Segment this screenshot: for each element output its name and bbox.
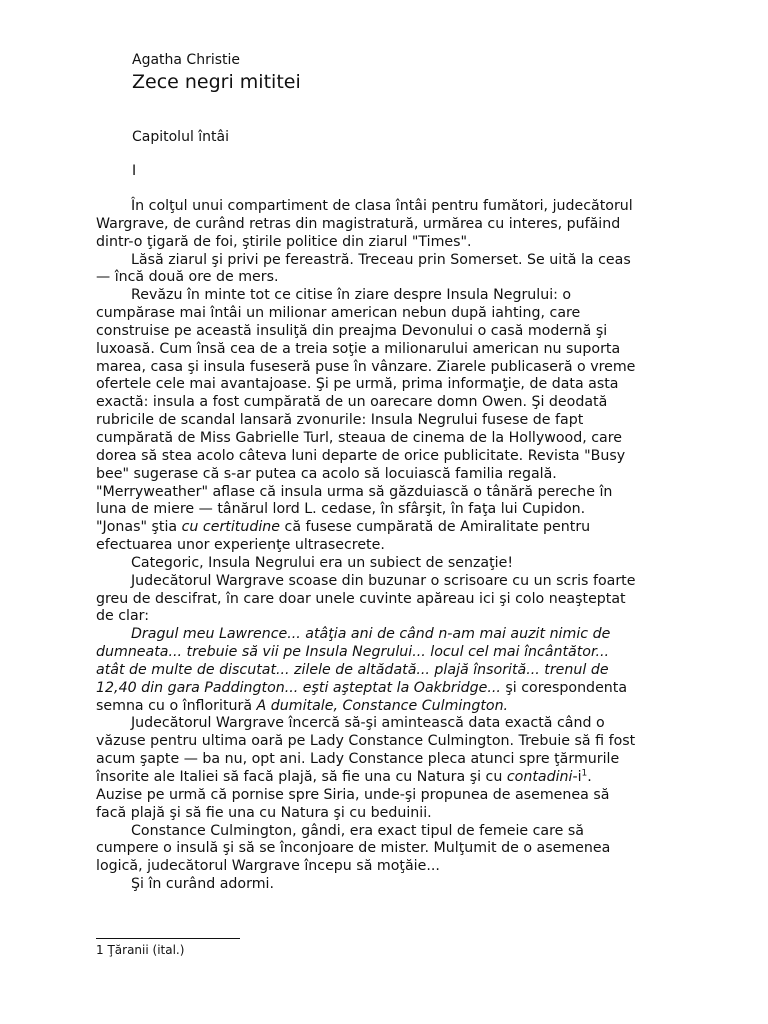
paragraph-1 bbox=[96, 198, 711, 252]
text-line: dintr-o ţigară de foi, ştirile politice din ziarul "Times". bbox=[96, 233, 472, 250]
text-line: greu de descifrat, în care doar unele cuvinte apăreau ici şi colo neaşteptat bbox=[96, 590, 626, 607]
text-line: Revăzu în minte tot ce citise în ziare despre Insula Negrului: o bbox=[131, 287, 572, 304]
text-run: însorite ale Italiei să facă plajă, să fie una cu Natura şi cu bbox=[96, 769, 507, 785]
text-line: logică, judecătorul Wargrave începu să moţăie... bbox=[96, 858, 440, 875]
paragraph-4 bbox=[96, 555, 711, 573]
text-line: construise pe această insuliţă din preajma Devonului o casă modernă şi bbox=[96, 322, 608, 339]
text-line: luxoasă. Cum însă cea de a treia soţie a milionarului american nu suporta bbox=[96, 340, 621, 357]
text-line: cumpere o insulă şi să se înconjoare de mister. Mulţumit de o asemenea bbox=[96, 840, 611, 857]
italic-line: dumneata... trebuie să vii pe Insula Negrului... locul cel mai încântător... bbox=[96, 644, 610, 661]
text-line: rubricile de scandal lansară zvonurile: Insula Negrului fusese de fapt bbox=[96, 412, 584, 429]
text-line: dorea să stea acolo câteva luni departe de orice publicitate. Revista "Busy bbox=[96, 447, 626, 464]
text-line: Categoric, Insula Negrului era un subiect de senzaţie! bbox=[131, 554, 514, 571]
paragraph-8 bbox=[96, 823, 711, 877]
text-line: de clar: bbox=[96, 608, 150, 625]
text-line: luna de miere — tânărul lord L. cedase, în sfârşit, în faţa lui Cupidon. bbox=[96, 501, 586, 518]
text-line: Auzise pe urmă că pornise spre Siria, unde-şi propunea de asemenea să bbox=[96, 786, 610, 803]
text-line: În colţul unui compartiment de clasa întâi pentru fumători, judecătorul bbox=[131, 198, 633, 214]
text-line: acum şapte — ba nu, opt ani. Lady Constance pleca atunci spre ţărmurile bbox=[96, 751, 620, 768]
paragraph-letter bbox=[96, 626, 711, 715]
text-line: marea, casa şi insula fuseseră puse în vânzare. Ziarele publicaseră o vreme bbox=[96, 358, 636, 375]
body-text bbox=[96, 198, 711, 894]
chapter-heading: Capitolul întâi bbox=[132, 129, 230, 145]
paragraph-2 bbox=[96, 252, 711, 288]
section-number: I bbox=[132, 163, 137, 179]
text-line bbox=[96, 680, 711, 698]
footnote-text: 1 Ţăranii (ital.) bbox=[96, 943, 185, 957]
text-run: şi corespondenta bbox=[500, 679, 628, 696]
text-line: însorite ale Italiei să facă plajă, să fie una cu Natura şi cu contadini-$i^1$. bbox=[96, 768, 592, 785]
paragraph-9 bbox=[96, 876, 711, 894]
text-line: văzuse pentru ultima oară pe Lady Constance Culmington. Trebuie să fi fost bbox=[96, 733, 636, 750]
text-line: — încă două ore de mers. bbox=[96, 269, 279, 286]
text-line bbox=[96, 698, 711, 716]
italic-line: Dragul meu Lawrence... atâţia ani de când n-am mai auzit nimic de bbox=[131, 626, 611, 643]
italic-run: 12,40 din gara Paddington... eşti aşteptat la Oakbridge... bbox=[96, 679, 501, 696]
text-line: Judecătorul Wargrave încercă să-şi amintească data exactă când o bbox=[131, 715, 605, 732]
italic-run: cu certitudine bbox=[181, 519, 281, 536]
paragraph-7 bbox=[96, 715, 711, 822]
text-run: "Jonas" ştia bbox=[96, 519, 182, 536]
text-line: bee" sugerase că s-ar putea ca acolo să locuiască familia regală. bbox=[96, 465, 557, 482]
text-line: exactă: insula a fost cumpărată de un oarecare domn Owen. Şi deodată bbox=[96, 394, 608, 411]
book-author: Agatha Christie bbox=[132, 52, 241, 68]
text-line: facă plajă şi să fie una cu Natura şi cu beduinii. bbox=[96, 804, 432, 821]
footnote-reference[interactable]: 1 bbox=[581, 768, 588, 779]
text-line: efectuarea unor experienţe ultrasecrete. bbox=[96, 537, 385, 554]
text-line: Judecătorul Wargrave scoase din buzunar o scrisoare cu un scris foarte bbox=[131, 572, 636, 589]
italic-run: A dumitale, Constance Culmington. bbox=[256, 697, 509, 714]
text-line: Constance Culmington, gândi, era exact tipul de femeie care să bbox=[131, 822, 584, 839]
text-line bbox=[96, 519, 711, 537]
text-line: "Merryweather" aflase că insula urma să găzduiască o tânără pereche în bbox=[96, 483, 613, 500]
italic-line: atât de multe de discutat... zilele de altădată... plajă însorită... trenul de bbox=[96, 661, 609, 678]
text-line: cumpărată de Miss Gabrielle Turl, steaua de cinema de la Hollywood, care bbox=[96, 429, 622, 446]
footnote-separator bbox=[96, 938, 240, 939]
book-title: Zece negri mititei bbox=[132, 71, 301, 93]
text-run: că fusese cumpărată de Amiralitate pentru bbox=[280, 519, 591, 536]
text-line: Wargrave, de curând retras din magistratură, urmărea cu interes, pufăind bbox=[96, 215, 621, 232]
paragraph-3 bbox=[96, 287, 711, 555]
text-line: Şi în curând adormi. bbox=[131, 876, 274, 893]
paragraph-5 bbox=[96, 573, 711, 627]
text-line: cumpărase mai întâi un milionar american nebun după iahting, care bbox=[96, 305, 581, 322]
text-line: Lăsă ziarul şi privi pe fereastră. Treceau prin Somerset. Se uită la ceas bbox=[131, 251, 631, 268]
italic-run: contadini bbox=[506, 769, 573, 785]
text-run: -i bbox=[572, 769, 582, 785]
text-run: semna cu o înfloritură bbox=[96, 697, 257, 714]
text-line: ofertele cele mai avantajoase. Şi pe urmă, prima informaţie, de data asta bbox=[96, 376, 619, 393]
